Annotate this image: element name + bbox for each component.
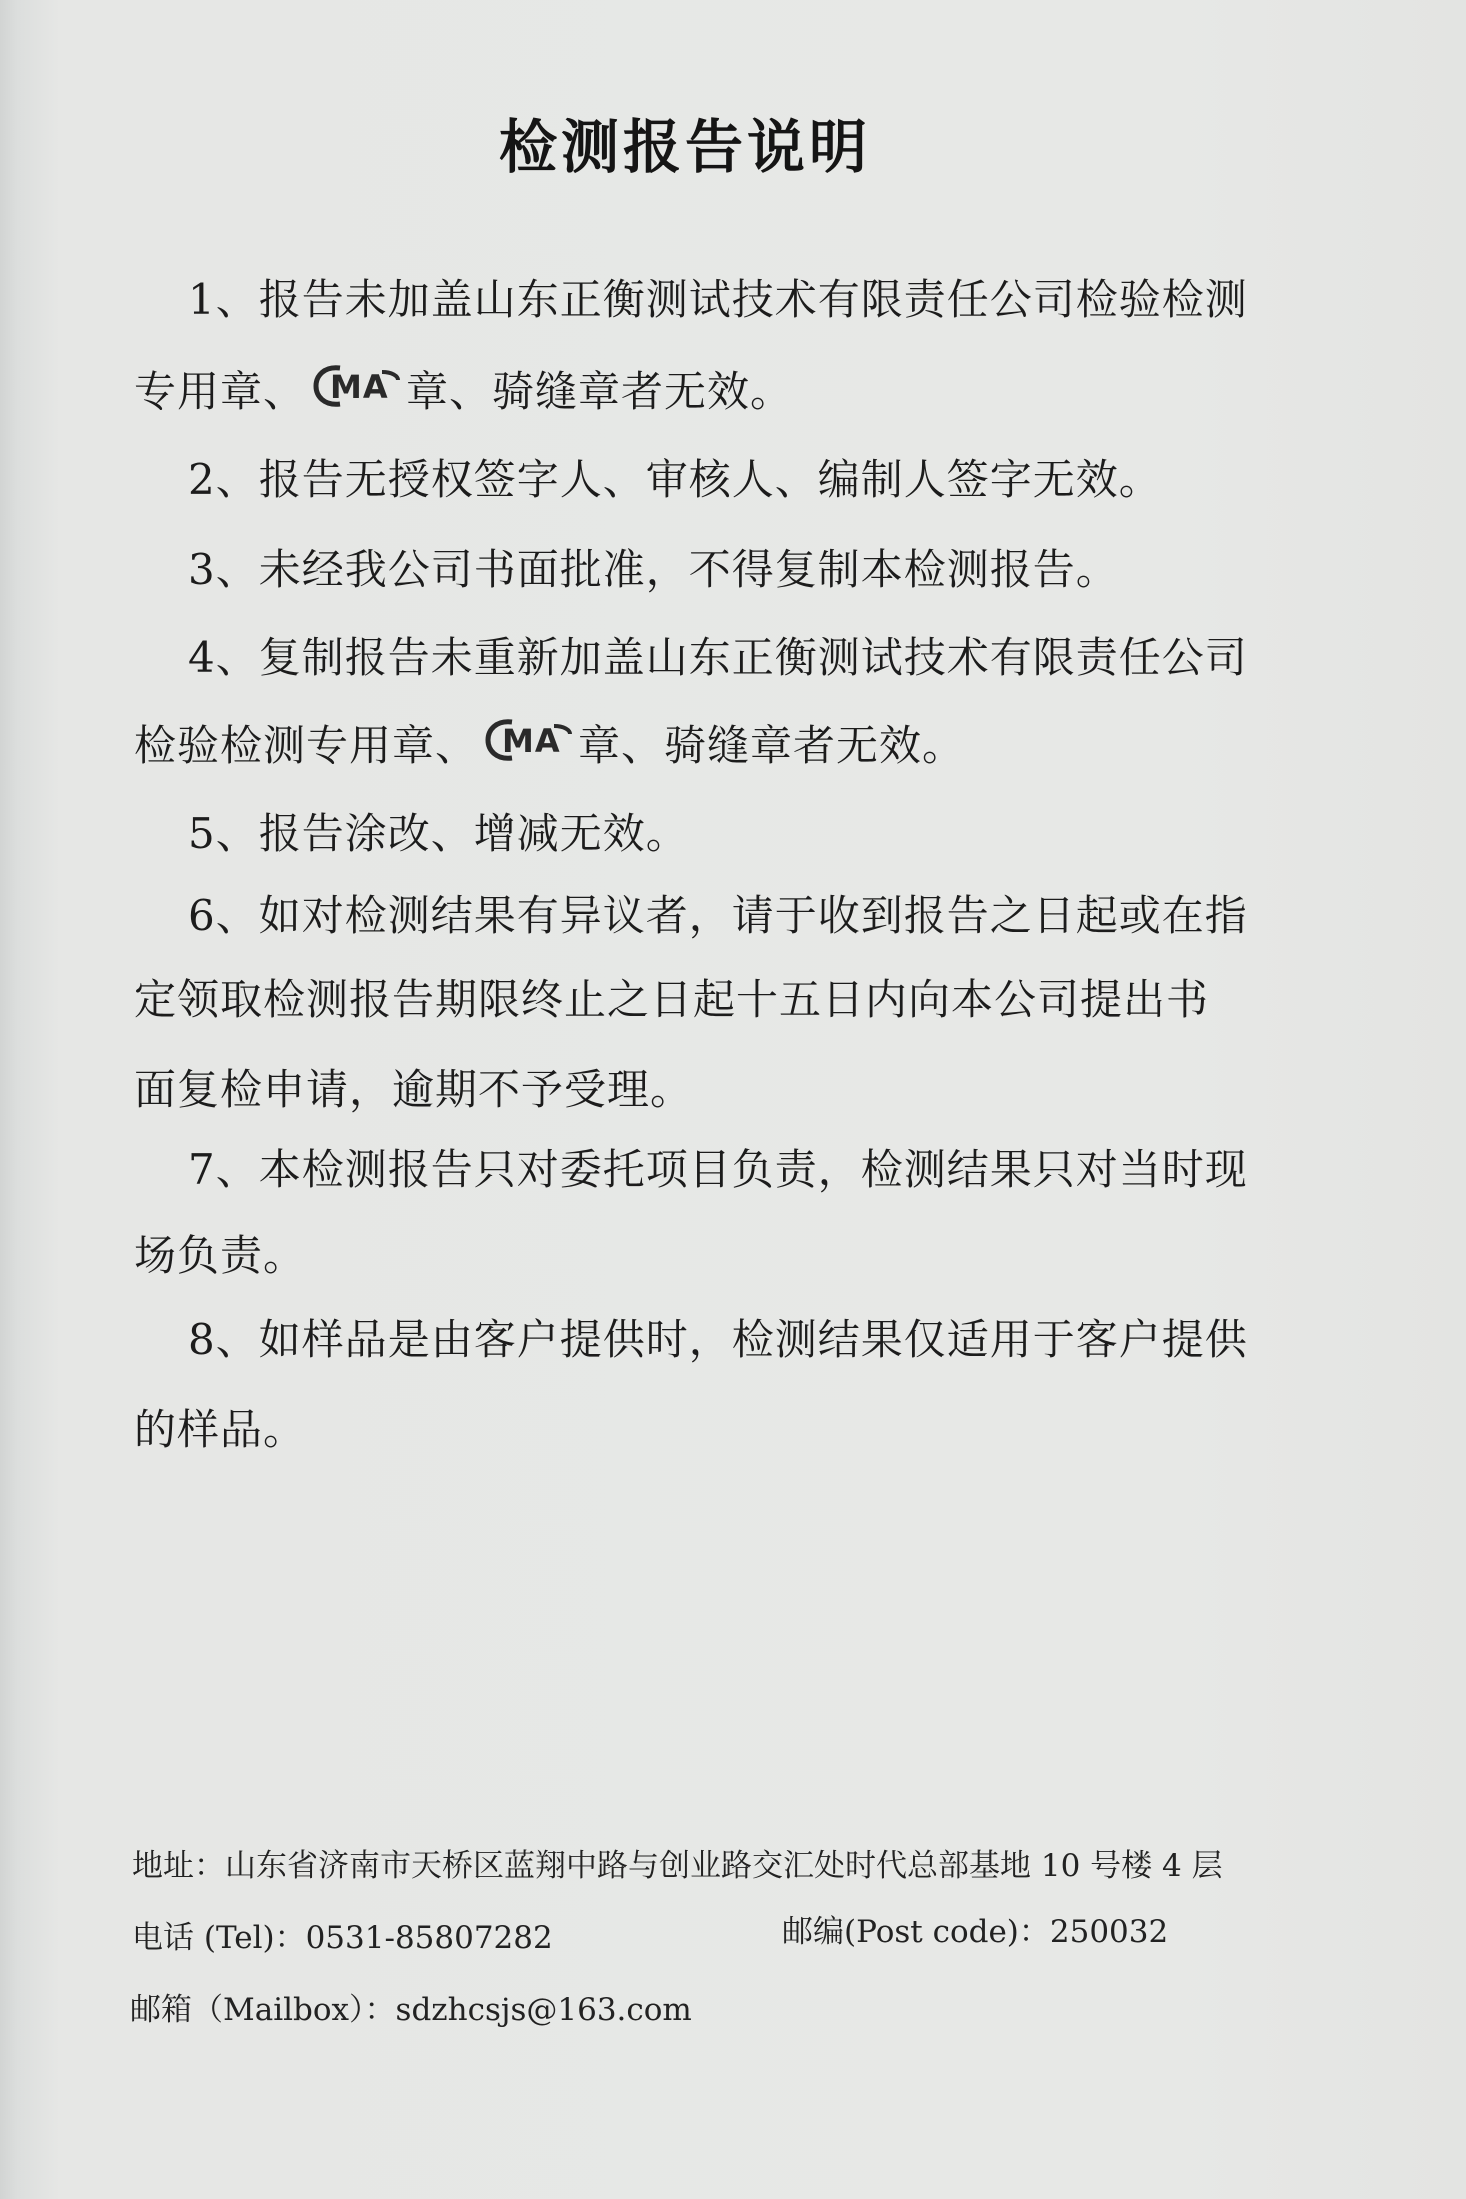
footer-tel: 电话 (Tel)：0531-85807282: [132, 1920, 553, 1956]
item-4-line-2-post: 章、骑缝章者无效。: [578, 721, 966, 770]
item-5-line-1: 5、报告涂改、增减无效。: [188, 809, 689, 858]
footer-postcode: 邮编(Post code)：250032: [782, 1914, 1169, 1950]
item-1-line-2-post: 章、骑缝章者无效。: [406, 367, 794, 416]
item-8-line-2: 的样品。: [134, 1405, 307, 1454]
footer-address: 地址：山东省济南市天桥区蓝翔中路与创业路交汇处时代总部基地 10 号楼 4 层: [132, 1848, 1223, 1884]
item-4-line-1: 4、复制报告未重新加盖山东正衡测试技术有限责任公司: [188, 633, 1248, 682]
svg-text:MA: MA: [330, 368, 389, 406]
item-1-line-2-pre: 专用章、: [134, 367, 307, 416]
page-title: 检测报告说明: [498, 113, 871, 181]
item-6-line-1: 6、如对检测结果有异议者，请于收到报告之日起或在指: [188, 891, 1248, 940]
footer-mailbox: 邮箱（Mailbox）：sdzhcsjs@163.com: [130, 1992, 692, 2028]
item-2-line-1: 2、报告无授权签字人、审核人、编制人签字无效。: [188, 455, 1162, 504]
item-4-line-2: [134, 716, 965, 776]
item-1-line-2: [134, 362, 793, 422]
item-6-line-3: 面复检申请，逾期不予受理。: [134, 1065, 694, 1114]
item-1-line-1: 1、报告未加盖山东正衡测试技术有限责任公司检验检测: [188, 275, 1248, 324]
item-8-line-1: 8、如样品是由客户提供时，检测结果仅适用于客户提供: [188, 1315, 1248, 1364]
svg-text:MA: MA: [502, 722, 561, 760]
item-7-line-2: 场负责。: [134, 1231, 307, 1280]
item-6-line-2: 定领取检测报告期限终止之日起十五日内向本公司提出书: [134, 975, 1210, 1024]
cma-logo-icon: [482, 716, 574, 764]
cma-logo-icon: [310, 362, 402, 410]
item-3-line-1: 3、未经我公司书面批准，不得复制本检测报告。: [188, 545, 1119, 594]
item-4-line-2-pre: 检验检测专用章、: [134, 721, 479, 770]
item-7-line-1: 7、本检测报告只对委托项目负责，检测结果只对当时现: [188, 1145, 1248, 1194]
